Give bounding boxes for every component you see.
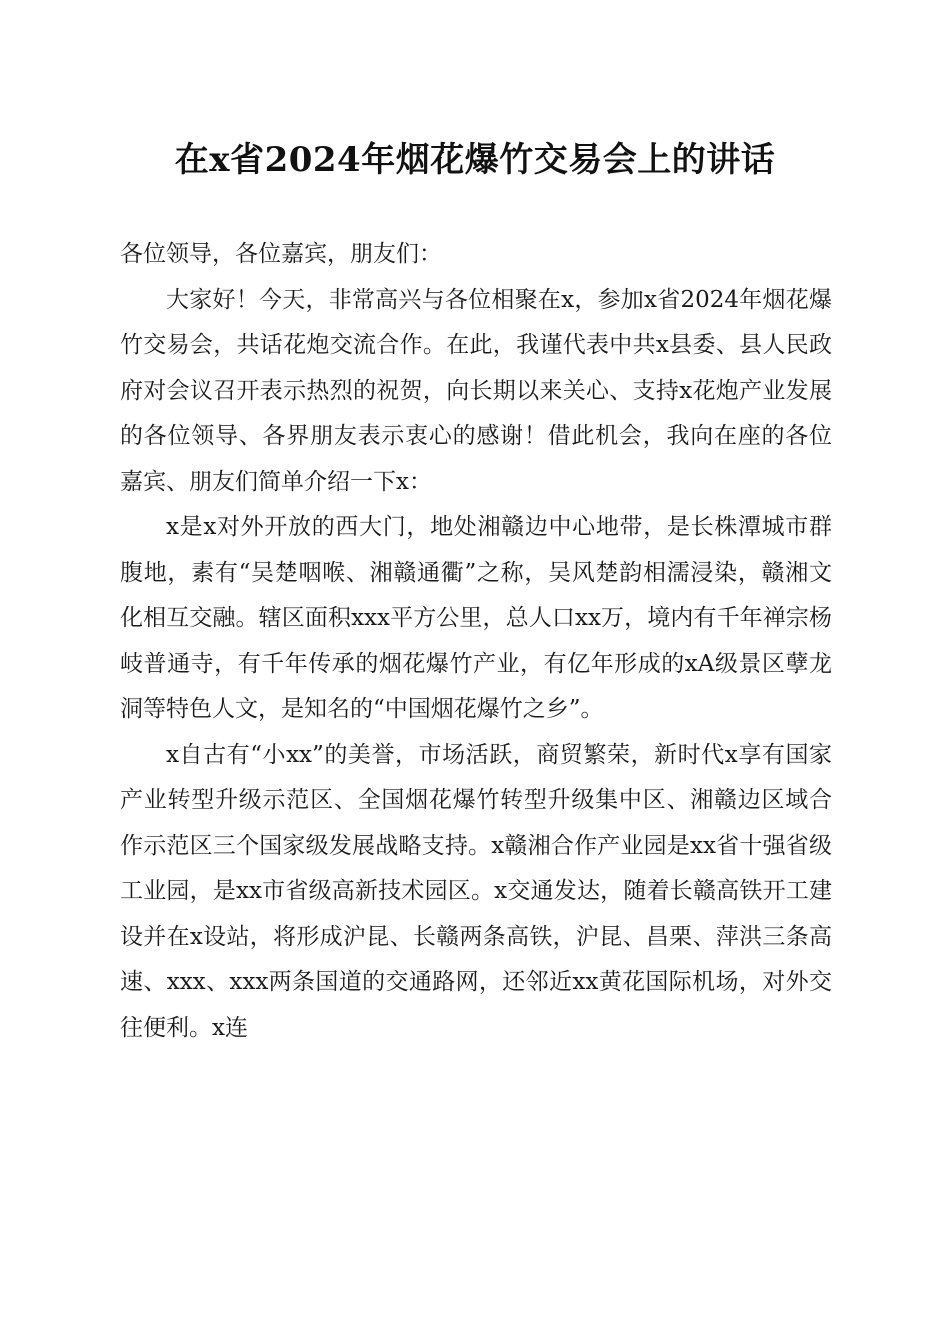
salutation: 各位领导，各位嘉宾，朋友们： [120,241,442,267]
document-title: 在x省2024年烟花爆竹交易会上的讲话 [174,140,776,180]
document-body [120,232,832,1051]
paragraph-development: x自古有“小xx”的美誉，市场活跃，商贸繁荣，新时代x享有国家产业转型升级示范区、全国烟花爆竹转型升级集中区、湘赣边区域合作示范区三个国家级发展战略支持。x赣湘合作产业园是xx省十强省级工业园，是xx市省级高新技术园区。x交通发达，随着长赣高铁开工建设并在x设站，将形成沪昆、长赣两条高铁，沪昆、昌栗、萍洪三条高速、xxx、xxx两条国道的交通路网，还邻近xx黄花国际机场，对外交往便利。x连 [120,741,832,1041]
paragraph-location: x是x对外开放的西大门，地处湘赣边中心地带，是长株潭城市群腹地，素有“吴楚咽喉、湘赣通衢”之称，吴风楚韵相濡浸染，赣湘文化相互交融。辖区面积xxx平方公里，总人口xx万，境内有千年禅宗杨岐普通寺，有千年传承的烟花爆竹产业，有亿年形成的xA级景区孽龙洞等特色人文，是知名的“中国烟花爆竹之乡”。 [120,514,832,722]
paragraph-greeting: 大家好！今天，非常高兴与各位相聚在x，参加x省2024年烟花爆竹交易会，共话花炮交流合作。在此，我谨代表中共x县委、县人民政府对会议召开表示热烈的祝贺，向长期以来关心、支持x花炮产业发展的各位领导、各界朋友表示衷心的感谢！借此机会，我向在座的各位嘉宾、朋友们简单介绍一下x： [120,286,832,495]
